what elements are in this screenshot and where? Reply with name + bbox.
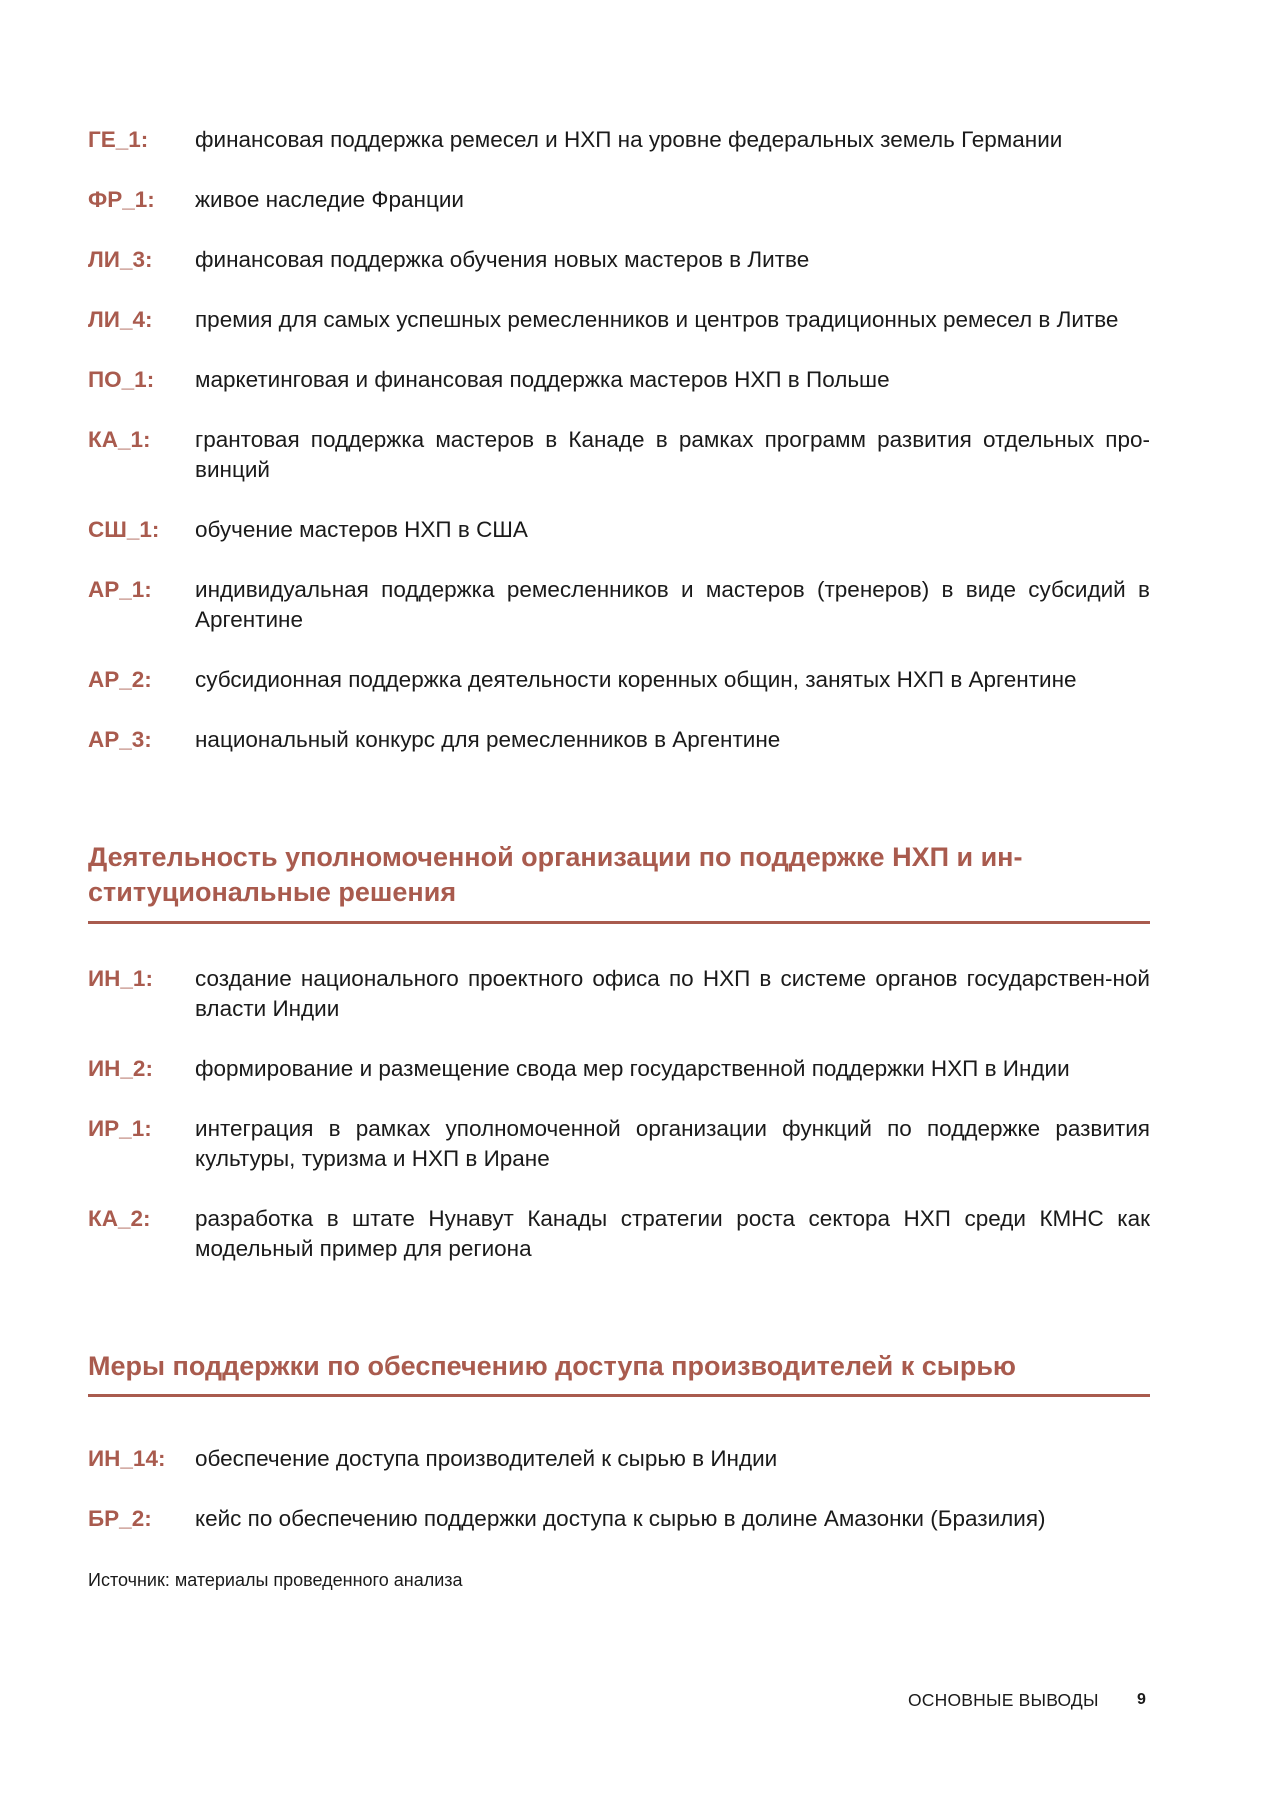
section-heading-raw-materials: Меры поддержки по обеспечению доступа производителей к сырью bbox=[88, 1351, 1016, 1381]
item-text: кейс по обеспечению поддержки доступа к сырью в долине Амазонки (Бразилия) bbox=[195, 1506, 1046, 1531]
item-text: маркетинговая и финансовая поддержка мастеров НХП в Польше bbox=[195, 367, 890, 392]
item-text: грантовая поддержка мастеров в Канаде в рамках программ развития отдельных про-винций bbox=[195, 427, 1150, 482]
list-item bbox=[88, 1114, 1150, 1174]
list-item bbox=[88, 185, 1150, 215]
item-code: ФР_1: bbox=[88, 187, 155, 212]
item-text: финансовая поддержка обучения новых мастеров в Литве bbox=[195, 247, 810, 272]
item-text: формирование и размещение свода мер государственной поддержки НХП в Индии bbox=[195, 1056, 1070, 1081]
list-item bbox=[88, 425, 1150, 485]
list-item bbox=[88, 1504, 1150, 1534]
item-text: премия для самых успешных ремесленников и центров традиционных ремесел в Литве bbox=[195, 307, 1119, 332]
section-divider bbox=[88, 921, 1150, 924]
item-code: ГЕ_1: bbox=[88, 127, 149, 152]
item-code: ЛИ_3: bbox=[88, 247, 153, 272]
list-item bbox=[88, 575, 1150, 635]
item-text: национальный конкурс для ремесленников в Аргентине bbox=[195, 727, 781, 752]
item-code: ИН_2: bbox=[88, 1056, 153, 1081]
source-note: Источник: материалы проведенного анализа bbox=[88, 1570, 463, 1590]
item-code: КА_1: bbox=[88, 427, 151, 452]
page-number: 9 bbox=[1137, 1691, 1146, 1708]
item-text: разработка в штате Нунавут Канады стратегии роста сектора НХП среди КМНС как модельный пример для региона bbox=[195, 1206, 1150, 1261]
item-code: АР_2: bbox=[88, 667, 152, 692]
item-text: живое наследие Франции bbox=[195, 187, 464, 212]
list-item bbox=[88, 305, 1150, 335]
item-text: интеграция в рамках уполномоченной организации функций по поддержке развития культуры, туризма и НХП в Иране bbox=[195, 1116, 1150, 1171]
list-item bbox=[88, 245, 1150, 275]
list-item bbox=[88, 1204, 1150, 1264]
list-item bbox=[88, 365, 1150, 395]
list-item bbox=[88, 515, 1150, 545]
item-text: субсидионная поддержка деятельности коренных общин, занятых НХП в Аргентине bbox=[195, 667, 1077, 692]
item-code: АР_3: bbox=[88, 727, 152, 752]
item-text: создание национального проектного офиса по НХП в системе органов государствен-ной власти Индии bbox=[195, 966, 1150, 1021]
item-code: ИН_14: bbox=[88, 1446, 166, 1471]
item-code: КА_2: bbox=[88, 1206, 151, 1231]
item-code: СШ_1: bbox=[88, 517, 160, 542]
item-code: ПО_1: bbox=[88, 367, 155, 392]
list-item bbox=[88, 725, 1150, 755]
list-item bbox=[88, 665, 1150, 695]
item-code: ЛИ_4: bbox=[88, 307, 153, 332]
item-text: обучение мастеров НХП в США bbox=[195, 517, 528, 542]
footer-section-title: ОСНОВНЫЕ ВЫВОДЫ bbox=[908, 1690, 1099, 1710]
section-divider bbox=[88, 1394, 1150, 1397]
item-text: обеспечение доступа производителей к сырью в Индии bbox=[195, 1446, 778, 1471]
list-item bbox=[88, 1054, 1150, 1084]
item-code: АР_1: bbox=[88, 577, 152, 602]
item-code: ИН_1: bbox=[88, 966, 153, 991]
item-text: индивидуальная поддержка ремесленников и мастеров (тренеров) в виде субсидий в Аргентине bbox=[195, 577, 1150, 632]
list-item bbox=[88, 964, 1150, 1024]
list-item bbox=[88, 125, 1150, 155]
item-code: ИР_1: bbox=[88, 1116, 152, 1141]
item-text: финансовая поддержка ремесел и НХП на уровне федеральных земель Германии bbox=[195, 127, 1063, 152]
section-heading-institutional: Деятельность уполномоченной организации по поддержке НХП и ин-ституциональные решения bbox=[88, 842, 1023, 907]
list-item bbox=[88, 1444, 1150, 1474]
item-code: БР_2: bbox=[88, 1506, 152, 1531]
